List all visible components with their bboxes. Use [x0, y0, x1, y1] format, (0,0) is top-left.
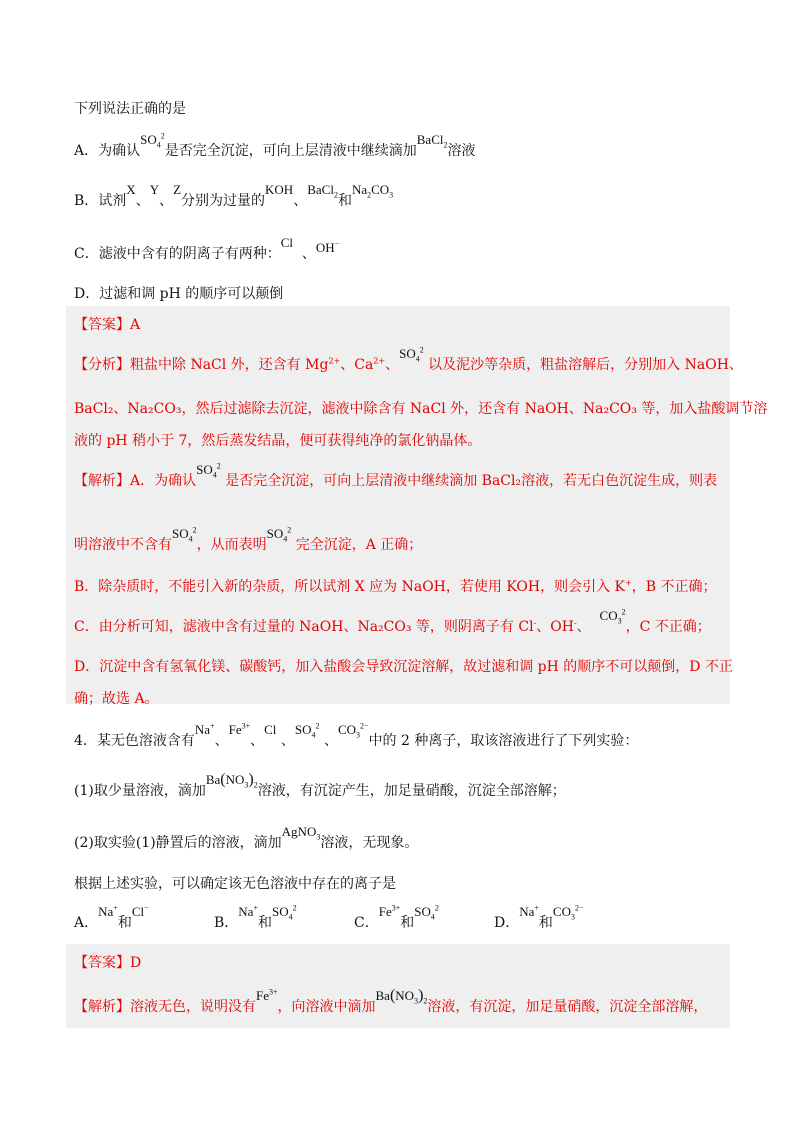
question-4-prompt: 根据上述实验，可以确定该无色溶液中存在的离子是 [74, 876, 396, 892]
option-4d[interactable]: D．Na+和$CO_3^{2-}$ [494, 903, 584, 931]
analysis-line-3: 液的 pH 稍小于 7，然后蒸发结晶，便可获得纯净的氯化钠晶体。 [74, 433, 482, 449]
explanation-4: 【解析】溶液无色，说明没有$Fe^{3+}$，向溶液中滴加$Ba(NO_3)_2$溶液，有沉淀，加足量硝酸，沉淀全部溶解， [74, 987, 708, 1015]
explanation-line-b: B．除杂质时，不能引入新的杂质，所以试剂 X 应为 NaOH，若使用 KOH，则会引入 K+，B 不正确； [74, 578, 717, 595]
option-4a[interactable]: A．Na+和Cl− [74, 903, 149, 931]
answer-label: 【答案】A [74, 317, 141, 333]
option-d: D．过滤和调 pH 的顺序可以颠倒 [74, 286, 284, 302]
explanation-line-1: 【解析】A．为确认$SO_4^2$ 是否完全沉淀，可向上层清液中继续滴加 BaCl₂溶液，若无白色沉淀生成，则表 [74, 461, 718, 489]
option-4b[interactable]: B．Na+和$SO_4^2$ [214, 903, 297, 931]
experiment-2: (2)取实验(1)静置后的溶液，滴加AgNO$_3$溶液，无现象。 [74, 824, 419, 851]
option-c: C．滤液中含有的阴离子有两种：Cl 、OH− [74, 235, 340, 262]
question-4-stem: 4．某无色溶液含有Na+、$Fe^{3+}$、Cl 、$SO_4^2$ 、$CO_3^{2-}$中的 2 种离子，取该溶液进行了下列实验： [74, 721, 639, 749]
option-b: B．试剂X、Y、Z分别为过量的KOH、BaCl$_2$和$Na_2CO_3$ [74, 182, 394, 209]
analysis-line-2: BaCl₂、Na₂CO₃，然后过滤除去沉淀，滤液中除含有 NaCl 外，还含有 NaOH、Na₂CO₃ 等，加入盐酸调节溶 [74, 401, 768, 417]
experiment-1: (1)取少量溶液，滴加$Ba(NO_3)_2$溶液，有沉淀产生，加足量硝酸，沉淀全部溶解； [74, 771, 566, 799]
sulfate-formula: $SO_4^2$ [140, 131, 165, 150]
explanation-line-2: 明溶液中不含有$SO_4^2$，从而表明$SO_4^2$ 完全沉淀，A 正确； [74, 525, 423, 553]
analysis-line-1: 【分析】粗盐中除 NaCl 外，还含有 $Mg^{2+}$、$Ca^{2+}$、$SO_4^2$ 以及泥沙等杂质，粗盐溶解后，分别加入 NaOH、 [74, 345, 743, 373]
option-4c[interactable]: C．$Fe^{3+}$和$SO_4^2$ [354, 903, 439, 931]
question-stem: 下列说法正确的是 [74, 101, 186, 117]
option-a: A．为确认$SO_4^2$是否完全沉淀，可向上层清液中继续滴加BaCl$_2$溶液 [74, 131, 476, 159]
bacl2-formula: BaCl$_2$ [416, 132, 448, 150]
explanation-line-d2: 确；故选 A。 [74, 691, 159, 707]
answer-4-label: 【答案】D [74, 955, 142, 971]
explanation-line-c: C．由分析可知，滤液中含有过量的 NaOH、Na₂CO₃ 等，则阴离子有 Cl-、OH-、 $CO_3^2$，C 不正确； [74, 607, 711, 635]
explanation-line-d1: D．沉淀中含有氢氧化镁、碳酸钙，加入盐酸会导致沉淀溶解，故过滤和调 pH 的顺序不可以颠倒，D 不正 [74, 659, 733, 675]
